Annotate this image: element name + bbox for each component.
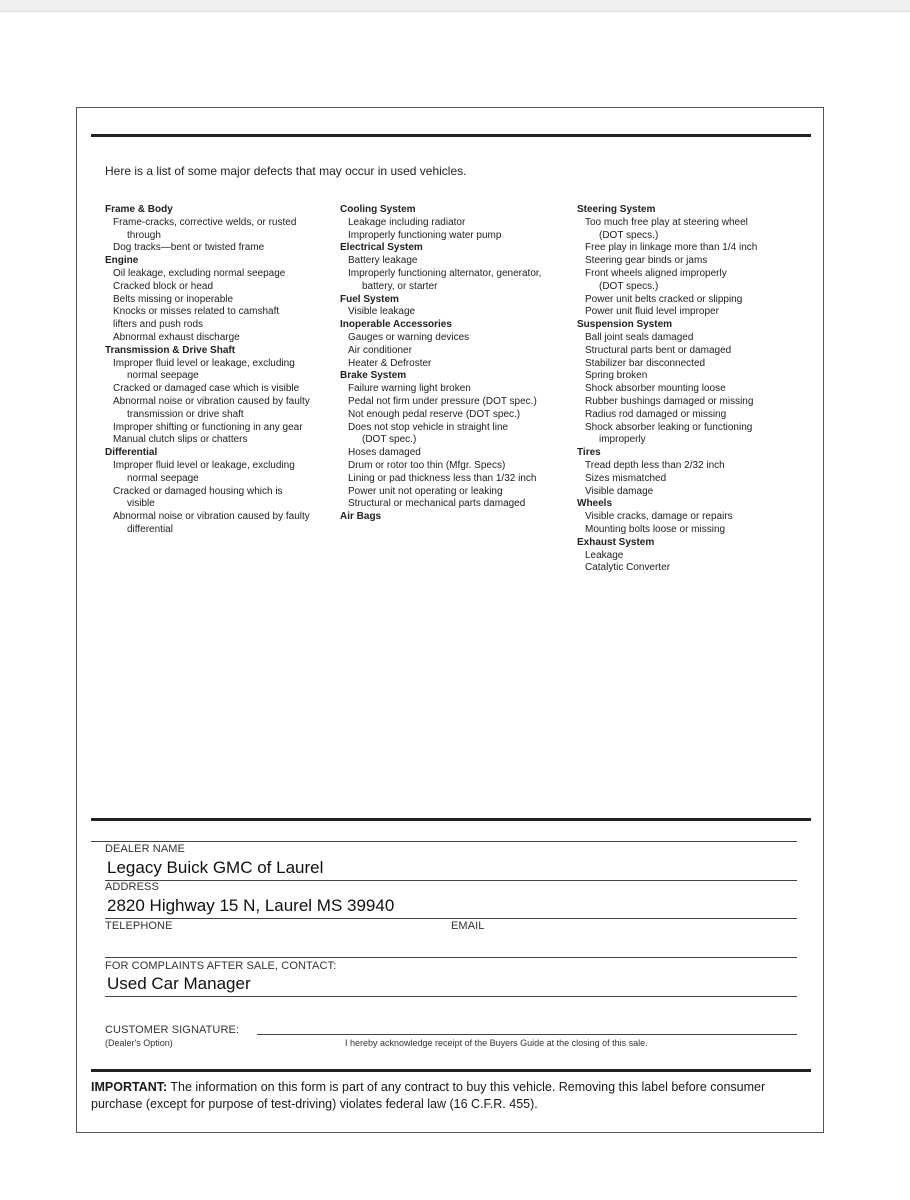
defect-category: Tires: [577, 447, 601, 459]
defect-item: Lining or pad thickness less than 1/32 inch: [348, 472, 537, 484]
defect-item: Heater & Defroster: [348, 357, 432, 369]
defect-item: Improper fluid level or leakage, excluding: [113, 357, 295, 369]
defect-item: Battery leakage: [348, 255, 418, 267]
defect-item: Abnormal noise or vibration caused by faulty: [113, 511, 310, 523]
defect-category: Frame & Body: [105, 204, 173, 215]
important-notice: [91, 1079, 801, 1113]
defects-intro: Here is a list of some major defects that may occur in used vehicles.: [105, 164, 467, 178]
defect-item: Rubber bushings damaged or missing: [585, 395, 754, 407]
defect-item: Improper shifting or functioning in any gear: [113, 421, 303, 433]
defect-category: Fuel System: [340, 293, 399, 305]
defect-item: (DOT specs.): [599, 280, 659, 292]
dealer-name-label: DEALER NAME: [105, 843, 185, 855]
complaints-line: [105, 996, 797, 997]
telephone-label: TELEPHONE: [105, 920, 173, 932]
defect-item: Air conditioner: [348, 344, 412, 356]
defect-item: lifters and push rods: [113, 319, 204, 331]
defect-item: Structural parts bent or damaged: [585, 344, 732, 356]
defect-item: Visible leakage: [348, 306, 416, 318]
important-text: The information on this form is part of any contract to buy this vehicle. Removing this label before consumer purchase (except for purpose of test-driving) violates federal law (16 C.F.R. 455).: [91, 1080, 766, 1111]
defect-category: Wheels: [577, 498, 613, 510]
defect-item: Radius rod damaged or missing: [585, 408, 727, 420]
defect-item: Steering gear binds or jams: [585, 255, 708, 267]
defect-item: Mounting bolts loose or missing: [585, 523, 726, 535]
dealer-name-line: [105, 880, 797, 881]
defect-item: Power unit belts cracked or slipping: [585, 293, 743, 305]
defect-item: Power unit fluid level improper: [585, 306, 719, 318]
defect-item: Dog tracks—bent or twisted frame: [113, 242, 265, 254]
defect-item: Not enough pedal reserve (DOT spec.): [348, 408, 521, 420]
defect-item: Leakage: [585, 549, 624, 561]
defect-category: Suspension System: [577, 319, 673, 331]
defects-column-3: [577, 204, 807, 575]
defect-category: Cooling System: [340, 204, 416, 215]
defect-item: Gauges or warning devices: [348, 331, 470, 343]
defect-item: Structural or mechanical parts damaged: [348, 498, 526, 510]
defect-item: Free play in linkage more than 1/4 inch: [585, 242, 758, 254]
defect-item: Drum or rotor too thin (Mfgr. Specs): [348, 459, 506, 471]
defect-item: improperly: [599, 434, 646, 446]
defect-category: Inoperable Accessories: [340, 319, 452, 331]
defect-item: Hoses damaged: [348, 447, 421, 459]
defect-item: Manual clutch slips or chatters: [113, 434, 248, 446]
signature-line: [257, 1034, 797, 1035]
defect-item: Cracked or damaged case which is visible: [113, 383, 300, 395]
defect-item: Leakage including radiator: [348, 216, 466, 228]
defect-item: Does not stop vehicle in straight line: [348, 421, 509, 433]
defect-category: Electrical System: [340, 242, 423, 254]
address-label: ADDRESS: [105, 881, 159, 893]
dealer-option-note: (Dealer's Option): [105, 1038, 173, 1048]
defect-category: Differential: [105, 447, 158, 459]
defect-item: Abnormal noise or vibration caused by faulty: [113, 395, 310, 407]
defect-item: differential: [127, 523, 173, 535]
defect-item: Front wheels aligned improperly: [585, 267, 727, 279]
defect-item: Improperly functioning alternator, generator,: [348, 267, 542, 279]
dealer-name-value: Legacy Buick GMC of Laurel: [107, 858, 324, 877]
defect-item: Improper fluid level or leakage, excluding: [113, 459, 295, 471]
defect-item: normal seepage: [127, 370, 199, 382]
defect-category: Brake System: [340, 370, 407, 382]
dealer-divider: [91, 818, 811, 821]
telephone-line: [105, 957, 797, 958]
defect-item: Shock absorber leaking or functioning: [585, 421, 753, 433]
defect-item: Catalytic Converter: [585, 562, 671, 574]
important-label: IMPORTANT:: [91, 1080, 168, 1094]
defects-column-2: [340, 204, 570, 524]
defect-item: Visible cracks, damage or repairs: [585, 511, 733, 523]
defect-item: Belts missing or inoperable: [113, 293, 234, 305]
buyers-guide-sheet: [76, 107, 824, 1133]
defect-item: Shock absorber mounting loose: [585, 383, 726, 395]
defect-category: Steering System: [577, 204, 656, 215]
defect-item: Failure warning light broken: [348, 383, 471, 395]
signature-label: CUSTOMER SIGNATURE:: [105, 1024, 240, 1036]
defect-item: transmission or drive shaft: [127, 408, 244, 420]
defect-item: through: [127, 229, 161, 241]
defect-item: Cracked block or head: [113, 280, 214, 292]
defect-item: Tread depth less than 2/32 inch: [585, 459, 725, 471]
viewer-top-bar: [0, 0, 910, 12]
defect-item: (DOT spec.): [362, 434, 417, 446]
defect-item: (DOT specs.): [599, 229, 659, 241]
complaints-label: FOR COMPLAINTS AFTER SALE, CONTACT:: [105, 960, 337, 972]
important-divider: [91, 1069, 811, 1072]
defect-item: Sizes mismatched: [585, 472, 667, 484]
defect-item: visible: [127, 498, 155, 510]
defect-category: Transmission & Drive Shaft: [105, 344, 236, 356]
defect-item: Ball joint seals damaged: [585, 331, 694, 343]
defect-item: Frame-cracks, corrective welds, or rusted: [113, 216, 297, 228]
defect-item: Pedal not firm under pressure (DOT spec.): [348, 395, 537, 407]
defect-item: Visible damage: [585, 485, 654, 497]
defect-item: Improperly functioning water pump: [348, 229, 502, 241]
defect-category: Exhaust System: [577, 536, 655, 548]
defect-item: Cracked or damaged housing which is: [113, 485, 283, 497]
complaints-value: Used Car Manager: [107, 974, 251, 993]
email-label: EMAIL: [451, 920, 485, 932]
address-line: [105, 918, 797, 919]
address-value: 2820 Highway 15 N, Laurel MS 39940: [107, 896, 395, 915]
defect-item: Power unit not operating or leaking: [348, 485, 503, 497]
defect-item: battery, or starter: [362, 280, 438, 292]
defect-item: normal seepage: [127, 472, 199, 484]
defect-item: Stabilizer bar disconnected: [585, 357, 706, 369]
acknowledge-note: I hereby acknowledge receipt of the Buyers Guide at the closing of this sale.: [345, 1038, 648, 1048]
defect-category: Air Bags: [340, 511, 382, 523]
defect-item: Knocks or misses related to camshaft: [113, 306, 280, 318]
defect-item: Spring broken: [585, 370, 648, 382]
defect-category: Engine: [105, 255, 139, 267]
defects-column-1: [105, 204, 333, 537]
top-divider: [91, 134, 811, 137]
defect-item: Oil leakage, excluding normal seepage: [113, 267, 286, 279]
defect-item: Too much free play at steering wheel: [585, 216, 748, 228]
defect-item: Abnormal exhaust discharge: [113, 331, 240, 343]
dealer-name-top-line: [91, 841, 797, 842]
